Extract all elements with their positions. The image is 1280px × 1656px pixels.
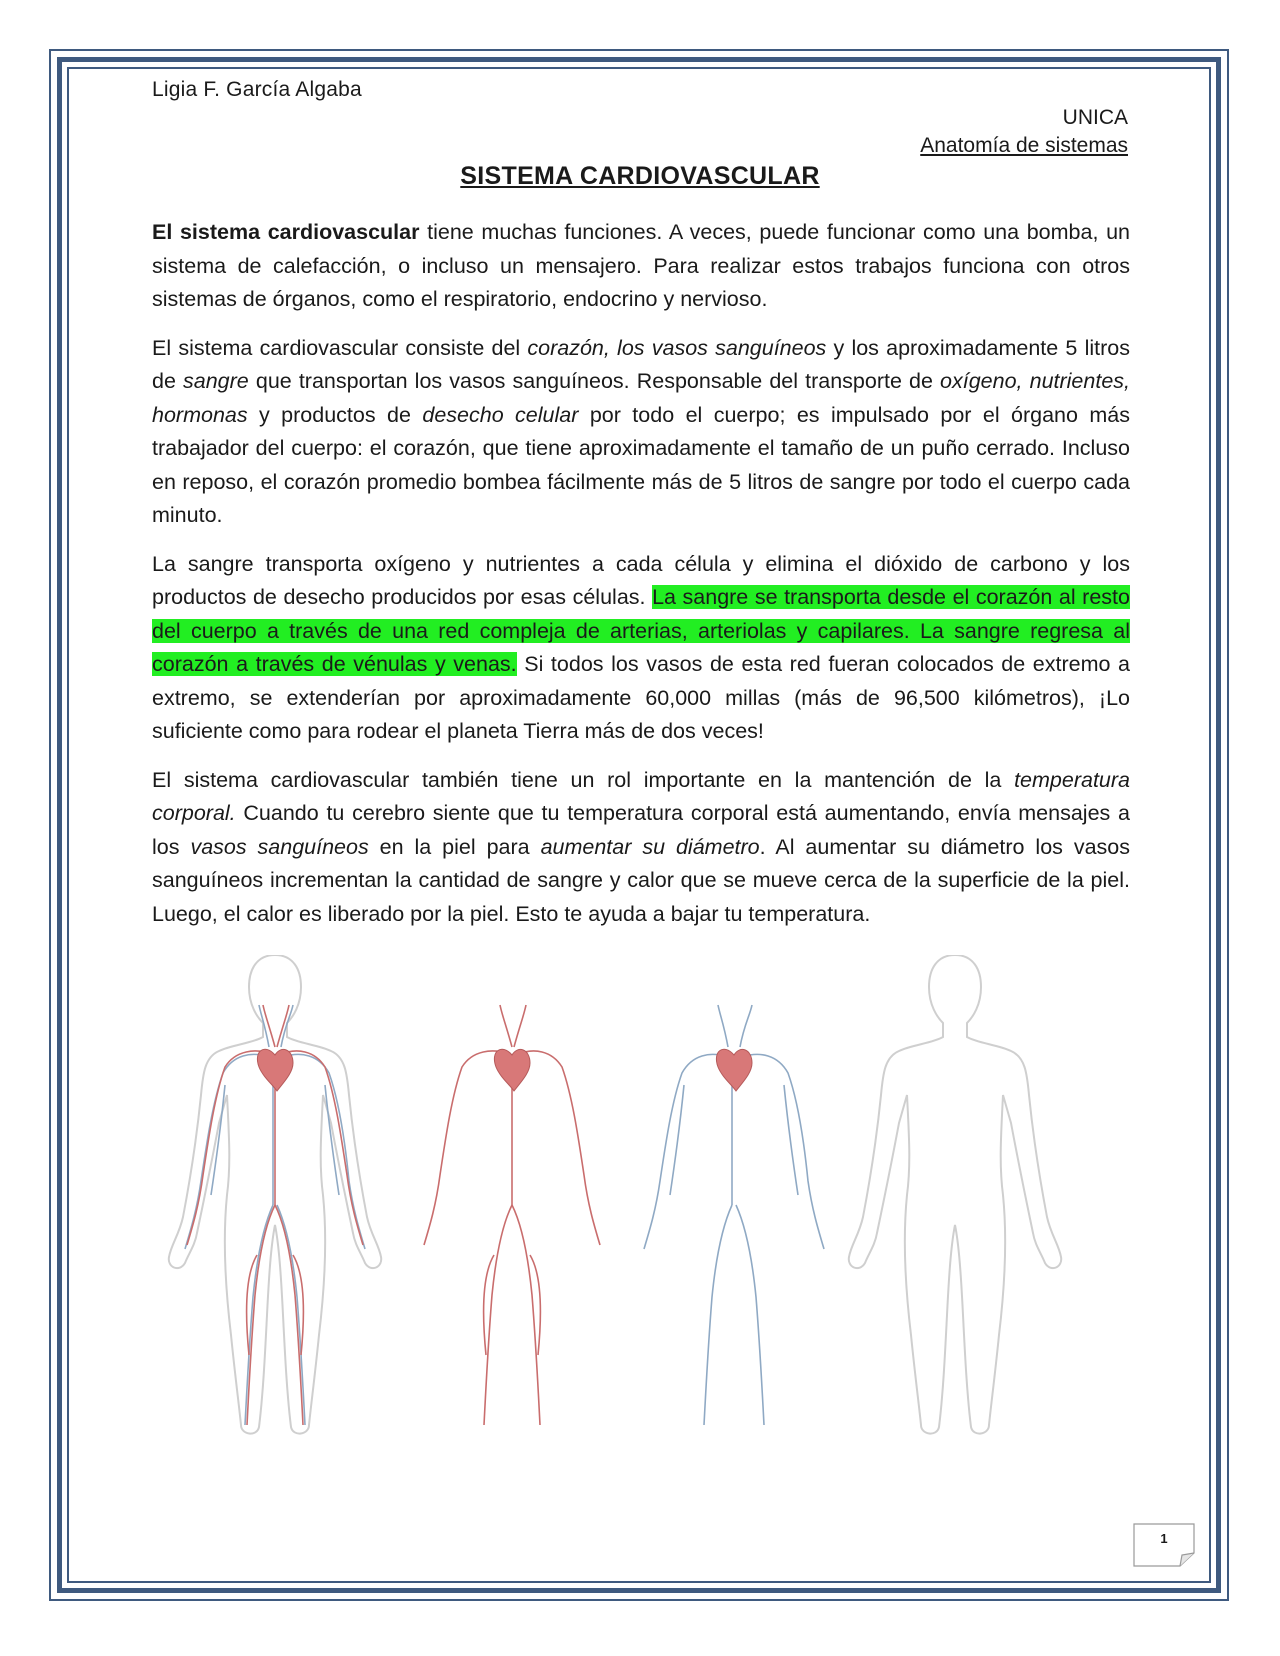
body-figures-svg [165,955,1215,1445]
highlighted-text: La sangre se transporta desde el corazón al resto del cuerpo a través de una red compleja de arterias, arteriolas y capilares. La sangre regresa al corazón a través de vénulas y venas. [152,585,1130,676]
artery-line [484,1205,512,1425]
italic-run: aumentar su diámetro [540,834,760,859]
artery-line [512,1205,540,1425]
vein-line [704,1205,732,1425]
artery-line [514,1005,526,1047]
text-run: El sistema cardiovascular también tiene un rol importante en la mantención de la [152,767,1015,792]
italic-run: desecho celular [422,402,579,427]
page-title: SISTEMA CARDIOVASCULAR [460,162,820,190]
institution-name: UNICA [1062,106,1128,129]
text-run: y productos de [247,402,423,427]
text-run: El sistema cardiovascular consiste del [152,335,528,360]
paragraph-4 [152,764,1130,932]
italic-run: vasos sanguíneos [190,834,369,859]
paragraph-2 [152,332,1130,533]
figure-veins [644,1005,824,1425]
vein-line [742,1054,824,1249]
text-run: en la piel para [368,834,541,859]
cardiovascular-illustration [165,955,1215,1445]
text-run: Si todos los vasos de esta red fueran colocados de extremo a extremo, se extenderían por aproximadamente 60,000 millas (más de 96,500 kilómetros), ¡Lo suficiente como para rodear el planeta Tierra más de dos veces! [152,652,1130,743]
paragraph-1 [152,216,1130,317]
artery-line [500,1005,512,1047]
bold-term: El sistema cardiovascular [152,220,420,244]
vein-line [670,1085,684,1195]
page-number-box [1133,1523,1195,1567]
artery-line [424,1051,512,1245]
text-run: Cuando tu cerebro siente que tu temperatura corporal está aumentando, envía mensajes a los [152,801,1130,859]
text-run: La sangre transporta oxígeno y nutrientes a cada célula y elimina el dióxido de carbono y los productos de desecho producidos por esas células. [152,551,1130,609]
italic-run: temperatura corporal. [152,767,1130,825]
figure-outline-only [849,955,1061,1434]
vein-line [211,1085,225,1195]
header-right [920,104,1128,160]
document-body [152,216,1130,946]
figure-combined [169,955,381,1434]
vein-line [736,1205,764,1425]
heart-icon [494,1049,530,1091]
author-name: Ligia F. García Algaba [152,78,362,101]
paragraph-3 [152,548,1130,749]
artery-line [516,1051,600,1245]
italic-run: oxígeno, nutrientes, hormonas [152,369,1130,427]
italic-run: sangre [183,369,249,393]
text-run: que transportan los vasos sanguíneos. Responsable del transporte de [248,369,941,393]
text-run: y los aproximadamente 5 litros de [152,335,1130,393]
body-outline [849,955,1061,1434]
page-number: 1 [1160,1531,1168,1546]
heart-icon [716,1049,752,1091]
text-run: por todo el cuerpo; es impulsado por el órgano más trabajador del cuerpo: el corazón, que tiene aproximadamente el tamaño de un puño cerrado. Incluso en reposo, el corazón promedio bombea fácilmente más de 5 litros de sangre por todo el cuerpo cada minuto. [152,402,1130,527]
heart-icon [257,1049,293,1091]
vein-line [718,1005,728,1047]
course-name: Anatomía de sistemas [920,134,1128,157]
text-run: . Al aumentar su diámetro los vasos sanguíneos incrementan la cantidad de sangre y calor que se mueve cerca de la superficie de la piel. Luego, el calor es liberado por la piel. Esto te ayuda a bajar tu temperatura. [152,834,1131,926]
vein-line [644,1054,728,1249]
figure-arteries [424,1005,600,1425]
text-run: tiene muchas funciones. A veces, puede funcionar como una bomba, un sistema de calefacción, o incluso un mensajero. Para realizar estos trabajos funciona con otros sistemas de órganos, como el respiratorio, endocrino y nervioso. [152,220,1130,311]
vein-line [185,1054,269,1249]
vein-line [740,1005,752,1047]
italic-run: corazón, los vasos sanguíneos [527,335,827,360]
